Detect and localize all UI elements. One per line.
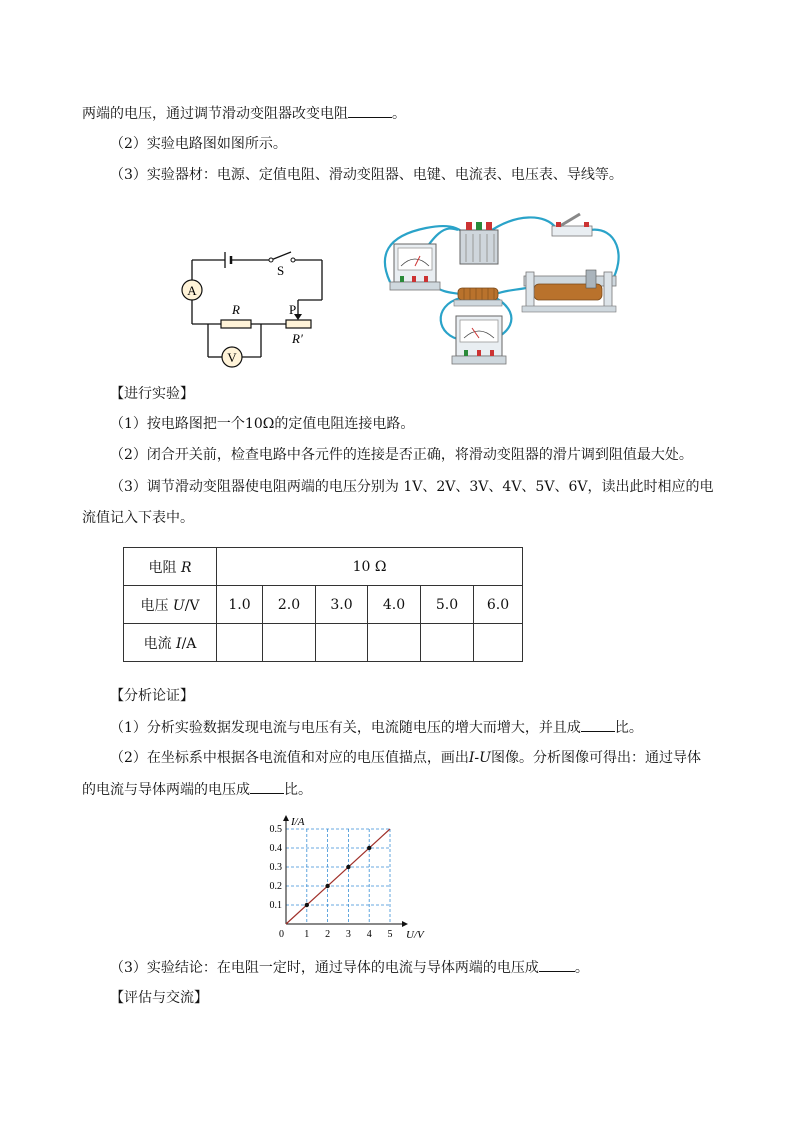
text-segment: （1）分析实验数据发现电流与电压有关，电流随电压的增大而增大，并且成 [110,720,581,736]
slider-label: P [289,302,297,317]
answer-blank [250,779,284,794]
cell-text: 电压 [140,597,173,614]
cell-symbol: I [176,635,182,652]
switch-contact [269,258,273,262]
answer-blank [348,103,392,118]
table-cell: 3.0 [316,586,368,624]
y-tick-label: 0.3 [269,862,282,873]
rheostat-device [522,270,616,312]
x-tick-label: 2 [325,929,331,940]
text-symbol: I-U [468,750,491,766]
resistor-symbol [221,320,251,328]
switch-blade [271,252,291,260]
table-cell-empty [421,624,474,662]
y-axis-arrow [283,815,289,821]
x-tick-label: 3 [345,929,351,940]
voltmeter-device [452,316,506,364]
chart-labels [270,816,426,941]
table-row [124,586,523,624]
iu-chart [258,812,430,942]
text-line [110,957,589,978]
section-heading-experiment: 【进行实验】 [110,386,194,402]
text-segment: 比。 [614,720,643,736]
text-line: （2）实验电路图如图所示。 [110,136,287,152]
table-cell: 5.0 [421,586,474,624]
cell-text: 电阻 [148,559,181,576]
cell-unit: /V [184,597,200,614]
y-axis-label: I/A [291,816,305,828]
cell-text: 电流 [143,635,177,652]
cell-symbol: U [172,597,185,614]
section-heading-evaluation: 【评估与交流】 [110,990,208,1006]
text-line [82,779,312,800]
answer-blank [539,957,575,972]
table-cell: 6.0 [474,586,523,624]
data-point [325,884,329,888]
switch-contact [291,258,295,262]
table-header-cell [124,548,217,586]
x-tick-label: 5 [387,929,393,940]
table-header-cell [124,586,217,624]
table-cell-empty [368,624,421,662]
data-point [305,903,309,907]
table-cell-empty [474,624,523,662]
y-tick-label: 0.2 [269,881,282,892]
switch-device [552,214,592,236]
table-cell: 10 Ω [217,548,523,586]
data-table [123,547,523,662]
ammeter-device [390,244,440,290]
table-row [124,548,523,586]
battery-device [460,222,498,264]
x-tick-label: 1 [304,929,310,940]
text-segment: 的电流与导体两端的电压成 [82,782,250,798]
table-cell-empty [217,624,263,662]
text-segment: （3）实验结论：在电阻一定时，通过导体的电流与导体两端的电压成 [110,960,539,976]
table-cell: 4.0 [368,586,421,624]
data-point [346,865,350,869]
table-row [124,624,523,662]
text-line [110,748,701,768]
switch-label: S [277,263,285,278]
x-tick-label: 4 [366,929,372,940]
voltmeter-label: V [227,350,237,365]
y-tick-label: 0.4 [269,843,282,854]
text-segment: 图像。分析图像可得出：通过导体 [490,750,701,766]
text-line: （3）调节滑动变阻器使电阻两端的电压分别为 1V、2V、3V、4V、5V、6V，读出此时相应的电 [110,479,714,495]
apparatus-illustration [376,206,630,372]
cell-symbol: R [180,559,192,576]
x-axis-label: U/V [406,929,424,941]
text-segment: 比。 [284,782,312,798]
text-segment: 。 [392,106,406,122]
table-header-cell [124,624,217,662]
y-tick-label: 0.1 [269,900,282,911]
x-axis-arrow [402,921,408,927]
text-line [82,103,406,124]
text-line: （2）闭合开关前，检查电路中各元件的连接是否正确，将滑动变阻器的滑片调到阻值最大处。 [110,447,693,463]
text-segment: 两端的电压，通过调节滑动变阻器改变电阻 [82,106,348,122]
text-segment: （2）在坐标系中根据各电流值和对应的电压值描点，画出 [110,750,469,766]
answer-blank [581,717,615,732]
text-line: （1）按电路图把一个10Ω的定值电阻连接电路。 [110,416,415,432]
y-tick-label: 0.5 [269,824,282,835]
table-cell: 2.0 [263,586,316,624]
table-cell-empty [263,624,316,662]
series-line [286,829,390,924]
data-point [367,846,371,850]
ammeter-label: A [187,283,197,298]
resistor-device [454,288,502,306]
section-heading-analysis: 【分析论证】 [110,688,194,704]
table-cell-empty [316,624,368,662]
table-cell: 1.0 [217,586,263,624]
resistor-label: R [232,302,240,317]
text-line [110,717,643,738]
cell-unit: /A [181,635,197,652]
text-line: （3）实验器材：电源、定值电阻、滑动变阻器、电键、电流表、电压表、导线等。 [110,167,623,183]
rheostat-symbol [286,320,311,328]
chart-series [286,829,390,924]
rheostat-label: R′ [292,331,303,346]
circuit-diagram [176,240,336,375]
origin-label: 0 [279,929,284,940]
text-line: 流值记入下表中。 [82,510,194,526]
text-segment: 。 [574,960,589,976]
